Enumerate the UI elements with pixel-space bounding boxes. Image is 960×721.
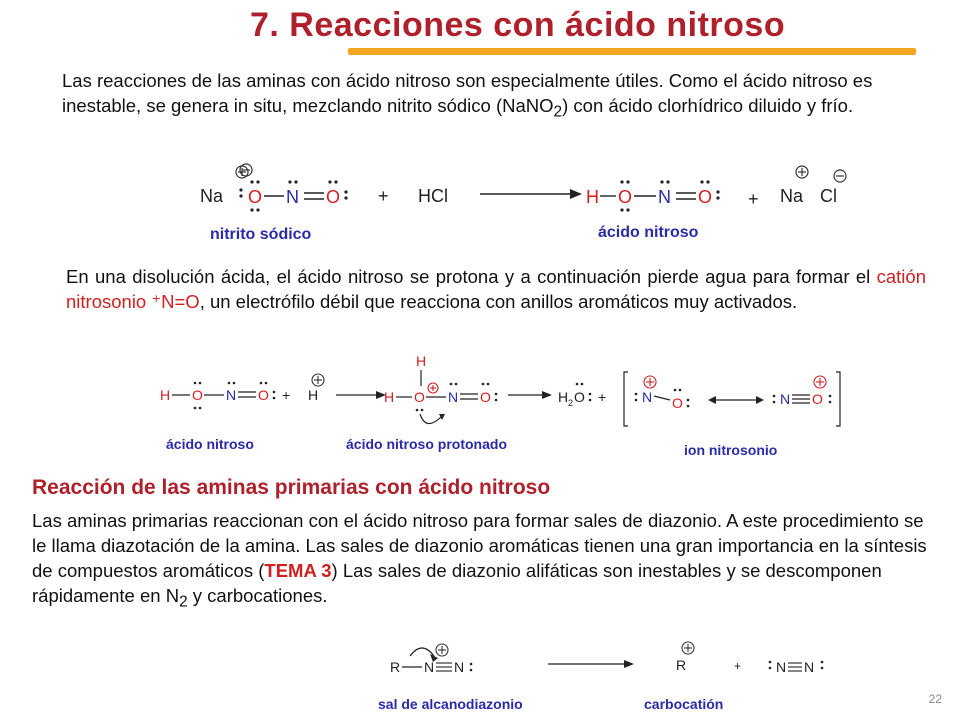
svg-text:N: N	[226, 387, 237, 403]
intro-text-1: Las reacciones de las aminas con ácido nitroso son especialmente útiles. Como el ácido nitroso es inestable, se genera in situ, mezclando nitrito sódico (NaNO	[62, 70, 873, 116]
p3-text-1: Las aminas primarias reaccionan con el ácido nitroso para formar sales de diazonio. A este procedimiento se le llama diazotación de la amina. Las sales de diazonio aromáticas tienen una gran importancia en la síntesis de compuestos aromáticos (	[32, 510, 927, 581]
svg-text:O: O	[698, 187, 713, 207]
svg-text:O: O	[326, 187, 341, 207]
svg-text:H: H	[160, 387, 171, 403]
reaction-protonation	[150, 350, 850, 460]
reaction-diazonium	[370, 636, 850, 716]
svg-text:O: O	[618, 187, 633, 207]
p3-text-3: y carbocationes.	[187, 585, 328, 606]
sodium-symbol: Na	[200, 186, 224, 206]
p3-subscript: 2	[179, 593, 188, 611]
label-sal-alcanodiazonio: sal de alcanodiazonio	[378, 696, 523, 712]
svg-text:N: N	[658, 187, 671, 207]
chloride-symbol: Cl	[820, 186, 837, 206]
sodium-symbol-2: Na	[780, 186, 804, 206]
svg-text:2: 2	[568, 398, 574, 408]
hcl-formula: HCl	[418, 186, 448, 206]
svg-text:O: O	[480, 389, 491, 405]
nitrous-acid-structure	[586, 180, 720, 211]
label-acido-nitroso-protonado: ácido nitroso protonado	[346, 436, 507, 452]
svg-text:N: N	[286, 187, 299, 207]
svg-text:R: R	[390, 659, 401, 675]
label-acido-nitroso-2: ácido nitroso	[166, 436, 254, 452]
svg-text:N: N	[804, 659, 815, 675]
label-acido-nitroso: ácido nitroso	[598, 224, 699, 241]
slide-title: 7. Reacciones con ácido nitroso	[250, 6, 786, 44]
section-heading: Reacción de las aminas primarias con ácido nitroso	[32, 476, 551, 499]
svg-text:H: H	[416, 353, 427, 369]
svg-text:O: O	[672, 395, 683, 411]
svg-text:+: +	[282, 387, 291, 403]
label-ion-nitrosonio: ion nitrosonio	[684, 442, 778, 458]
svg-text:N: N	[780, 391, 791, 407]
svg-text:N: N	[454, 659, 465, 675]
nitrosonium-highlight: catión nitrosonio ⁺N=O	[66, 266, 926, 312]
svg-text:H: H	[586, 187, 599, 207]
intro-subscript: 2	[553, 103, 563, 121]
plus-sign-2: +	[748, 189, 759, 209]
svg-text:N: N	[424, 659, 435, 675]
nitrosonium-resonance-2	[773, 376, 832, 407]
p3-text-2: ) Las sales de diazonio alifáticas son inestables y se descomponen rápidamente en N	[32, 560, 882, 606]
nitrogen-molecule	[769, 659, 824, 675]
protonated-nitrous-acid	[384, 353, 497, 424]
alkanediazonium-salt	[390, 644, 472, 675]
title-underline	[348, 48, 916, 55]
nitrous-acid-small	[160, 382, 290, 410]
protonation-paragraph	[66, 264, 926, 314]
svg-text:H: H	[384, 389, 395, 405]
svg-text:O: O	[812, 391, 823, 407]
diazotization-paragraph	[32, 508, 937, 615]
nitrite-anion-structure	[239, 164, 347, 212]
svg-text:R: R	[676, 657, 687, 673]
label-carbocation: carbocatión	[644, 696, 724, 712]
svg-text:O: O	[414, 389, 425, 405]
svg-text:+: +	[598, 389, 607, 405]
svg-text:N: N	[642, 389, 653, 405]
svg-text:O: O	[192, 387, 203, 403]
svg-text:+: +	[734, 659, 742, 673]
page-number: 22	[928, 692, 942, 706]
intro-text-2: ) con ácido clorhídrico diluido y frío.	[562, 95, 854, 116]
p2-text-2: , un electrófilo débil que reacciona con anillos aromáticos muy activados.	[199, 291, 798, 312]
svg-text:N: N	[776, 659, 787, 675]
svg-text:O: O	[248, 187, 263, 207]
p2-text-1: En una disolución ácida, el ácido nitroso se protona y a continuación pierde agua para formar el	[66, 266, 877, 287]
svg-text:H: H	[308, 387, 319, 403]
intro-paragraph	[62, 68, 922, 125]
svg-text:O: O	[574, 389, 585, 405]
label-nitrito-sodico: nitrito sódico	[210, 226, 312, 243]
nitrosonium-resonance-1	[635, 376, 690, 411]
svg-text:H: H	[558, 389, 569, 405]
plus-sign-1: +	[378, 186, 389, 206]
svg-text:O: O	[258, 387, 269, 403]
tema-3-link[interactable]: TEMA 3	[264, 560, 332, 581]
svg-text:N: N	[448, 389, 459, 405]
reaction-nitrite-hcl	[190, 158, 870, 250]
